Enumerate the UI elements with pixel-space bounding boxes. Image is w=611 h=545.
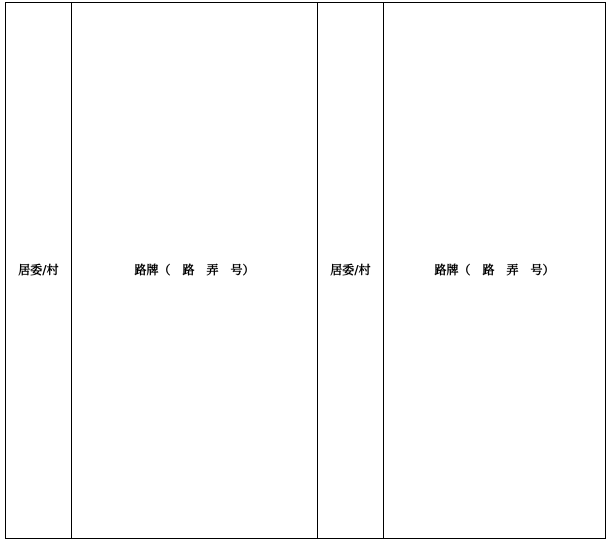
community-street-table [5, 2, 606, 539]
header-street-right: 路牌（ 路 弄 号） [384, 3, 606, 539]
header-community-right: 居委/村 [318, 3, 384, 539]
header-community-left: 居委/村 [6, 3, 72, 539]
header-street-left: 路牌（ 路 弄 号） [72, 3, 318, 539]
header-row [6, 3, 606, 539]
table-body [6, 3, 606, 539]
